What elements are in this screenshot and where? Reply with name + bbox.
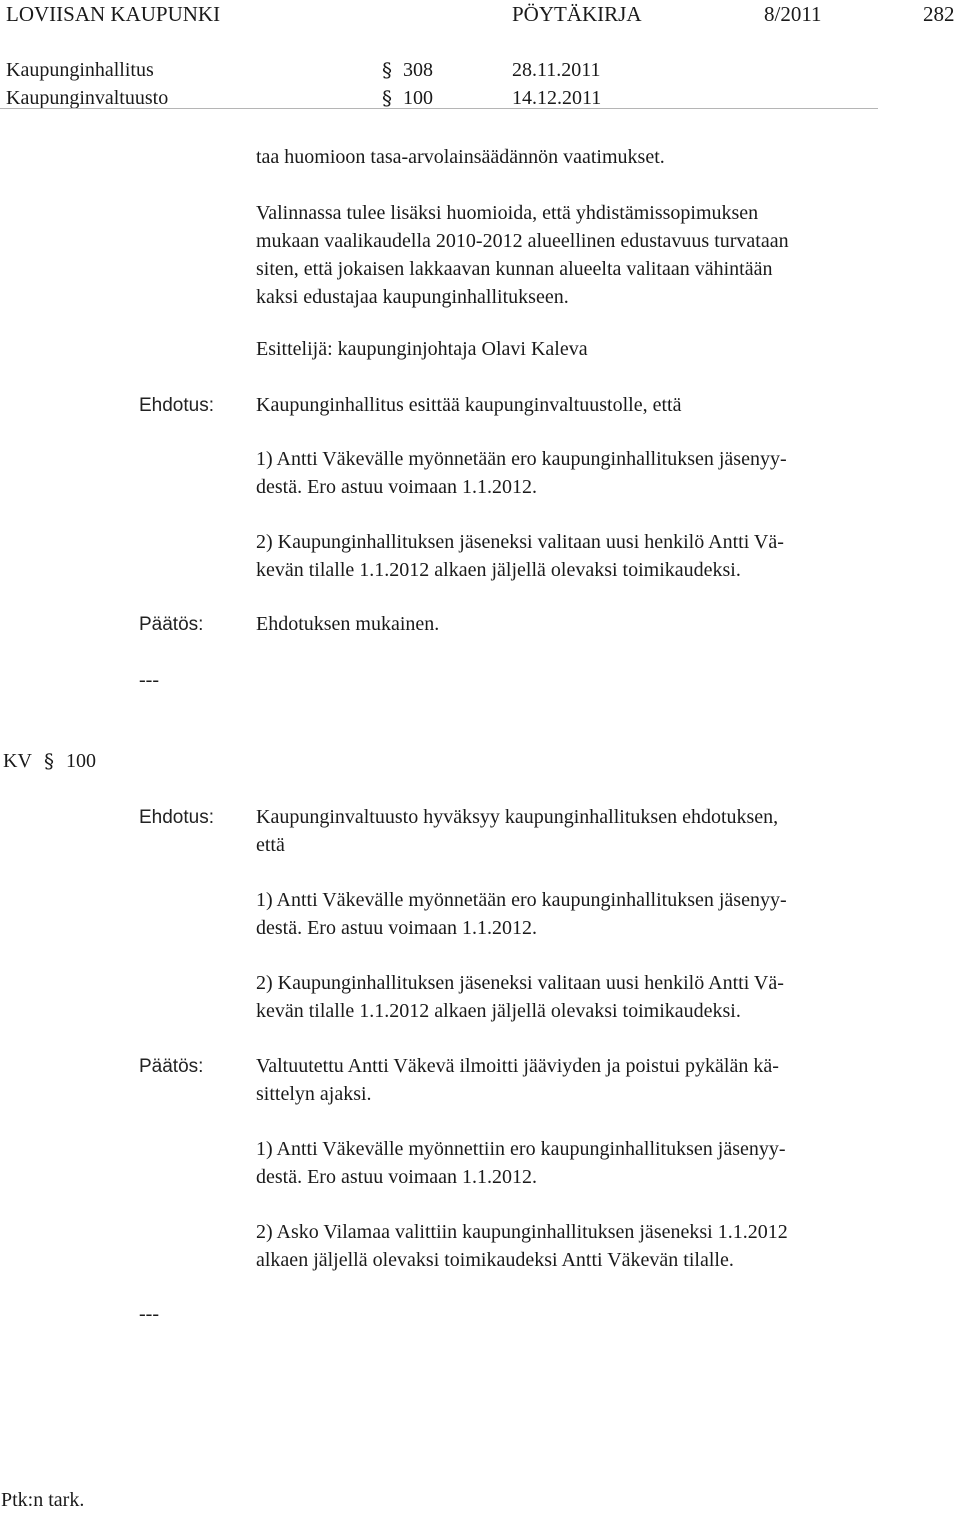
section-symbol: § (382, 86, 392, 110)
section-symbol: § (44, 749, 54, 773)
kv-prefix: KV (3, 750, 32, 772)
presenter-line: Esittelijä: kaupunginjohtaja Olavi Kaleva (256, 338, 588, 360)
footer-note: Ptk:n tark. (1, 1489, 85, 1511)
body-name: Kaupunginhallitus (6, 59, 154, 81)
kv-decision-text: Valtuutettu Antti Väkevä ilmoitti jääviyden ja poistui pykälän kä- sittelyn ajaksi. (256, 1055, 779, 1105)
section-number: 308 (403, 59, 433, 81)
decision-text: Ehdotuksen mukainen. (256, 613, 440, 635)
decision-label: Päätös: (139, 1056, 204, 1077)
section-number: 100 (403, 87, 433, 109)
kv-proposal-item-1: 1) Antti Väkevälle myönnetään ero kaupunginhallituksen jäsenyy- destä. Ero astuu voimaan 1.1.2012. (256, 889, 787, 939)
meeting-date: 28.11.2011 (512, 59, 601, 81)
proposal-item-2: 2) Kaupunginhallituksen jäseneksi valitaan uusi henkilö Antti Vä- kevän tilalle 1.1.2012 alkaen jäljellä olevaksi toimikaudeksi. (256, 531, 784, 581)
proposal-label: Ehdotus: (139, 395, 214, 416)
proposal-item-1: 1) Antti Väkevälle myönnetään ero kaupunginhallituksen jäsenyy- destä. Ero astuu voimaan 1.1.2012. (256, 448, 787, 498)
meeting-date: 14.12.2011 (512, 87, 602, 109)
proposal-label: Ehdotus: (139, 807, 214, 828)
separator: --- (139, 1303, 159, 1325)
decision-label: Päätös: (139, 614, 204, 635)
continuation-paragraph: taa huomioon tasa-arvolainsäädännön vaatimukset. (256, 146, 665, 168)
valinnassa-paragraph: Valinnassa tulee lisäksi huomioida, että yhdistämissopimuksen mukaan vaalikaudella 2010-2012 alueellinen edustavuus turvataan siten, että jokaisen lakkaavan kunnan alueelta valitaan vähintään kaksi edustajaa kaupunginhallitukseen. (256, 202, 789, 308)
doc-number: 8/2011 (764, 2, 822, 26)
kv-number: 100 (66, 750, 96, 772)
section-symbol: § (382, 58, 392, 82)
doc-type: PÖYTÄKIRJA (512, 2, 642, 26)
body-name: Kaupunginvaltuusto (6, 87, 169, 109)
proposal-intro: Kaupunginhallitus esittää kaupunginvaltuustolle, että (256, 394, 682, 416)
kv-proposal-intro: Kaupunginvaltuusto hyväksyy kaupunginhallituksen ehdotuksen, että (256, 806, 779, 856)
separator: --- (139, 669, 159, 691)
org-name: LOVIISAN KAUPUNKI (6, 2, 221, 26)
kv-decision-item-1: 1) Antti Väkevälle myönnettiin ero kaupunginhallituksen jäsenyy- destä. Ero astuu voimaan 1.1.2012. (256, 1138, 786, 1188)
kv-proposal-item-2: 2) Kaupunginhallituksen jäseneksi valitaan uusi henkilö Antti Vä- kevän tilalle 1.1.2012 alkaen jäljellä olevaksi toimikaudeksi. (256, 972, 784, 1022)
page-number: 282 (923, 2, 955, 26)
kv-decision-item-2: 2) Asko Vilamaa valittiin kaupunginhallituksen jäseneksi 1.1.2012 alkaen jäljellä olevaksi toimikaudeksi Antti Väkevän tilalle. (256, 1221, 788, 1271)
header-divider (0, 108, 878, 109)
